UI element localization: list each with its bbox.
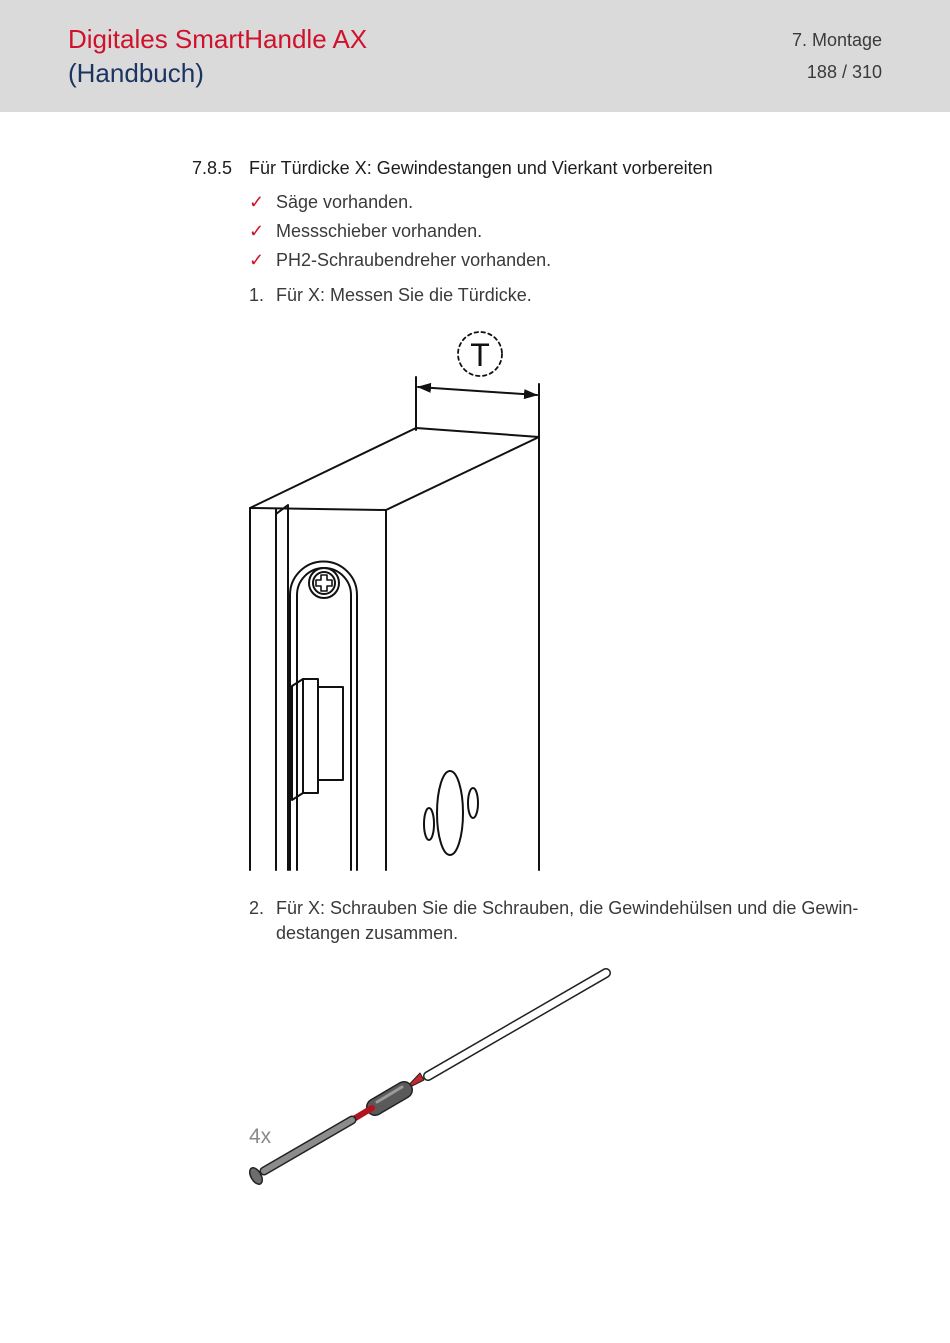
quantity-label: 4x: [249, 1125, 272, 1148]
step-text: Für X: Messen Sie die Türdicke.: [276, 285, 532, 305]
chapter-label: 7. Montage: [791, 30, 882, 50]
step-number: 2.: [249, 898, 265, 918]
requirement-text: Säge vorhanden.: [276, 192, 414, 212]
page-number: 188 / 310: [806, 62, 882, 82]
requirement-text: Messschieber vorhanden.: [276, 221, 483, 241]
section-title: Für Türdicke X: Gewindestangen und Vierkant vorbereiten: [249, 158, 713, 178]
section-number: 7.8.5: [192, 158, 233, 178]
document-title: Digitales SmartHandle AX: [68, 24, 368, 54]
step-number: 1.: [249, 285, 265, 305]
dimension-label: T: [470, 337, 490, 373]
check-icon: ✓: [249, 192, 265, 212]
check-icon: ✓: [249, 221, 265, 241]
requirement-text: PH2-Schraubendreher vorhanden.: [276, 250, 552, 270]
check-icon: ✓: [249, 250, 265, 270]
document-subtitle: (Handbuch): [68, 58, 204, 88]
step-text: Für X: Schrauben Sie die Schrauben, die Gewindehülsen und die Gewindestangen zusammen.: [276, 898, 859, 943]
